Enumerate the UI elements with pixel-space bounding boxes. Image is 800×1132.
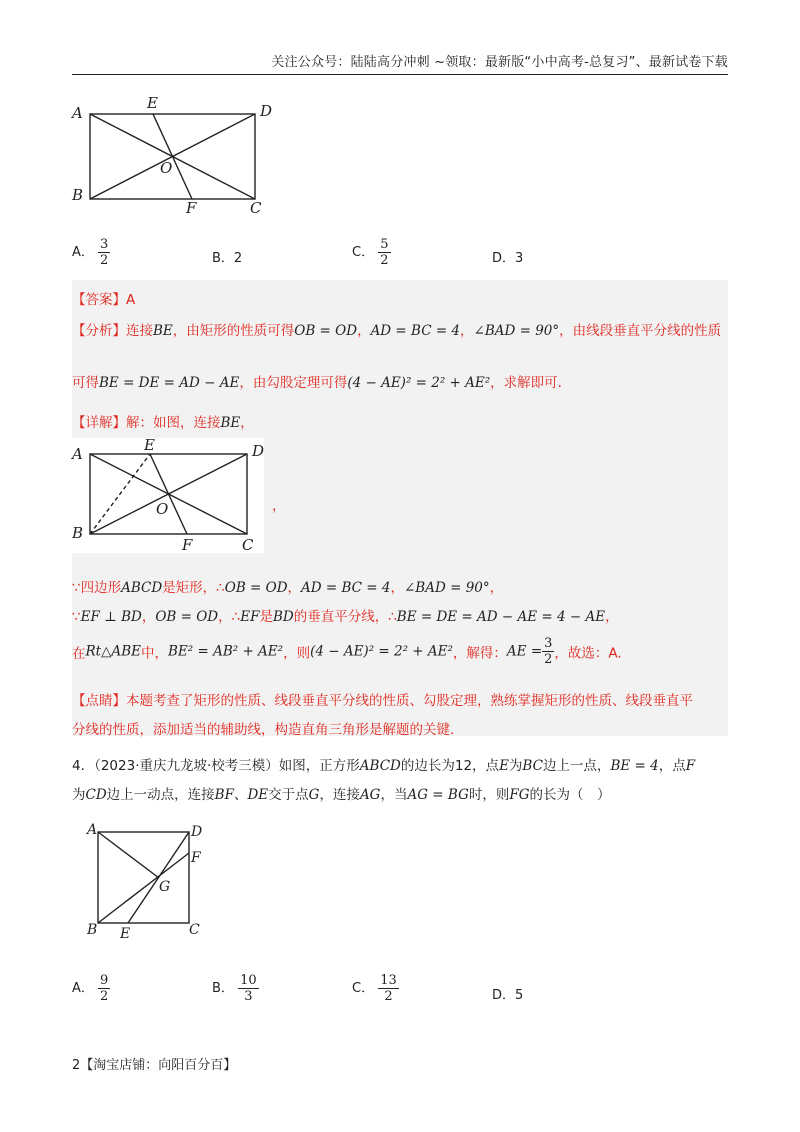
figure-rectangle-2 — [70, 436, 270, 556]
label-e: E — [120, 926, 131, 942]
detail-comma: ， — [272, 498, 286, 514]
figure-square — [84, 820, 214, 945]
option-c-1[interactable]: C． $\frac{5}{2}$ — [352, 237, 389, 268]
label-a: A — [72, 445, 83, 463]
label-e: E — [147, 96, 158, 112]
option-b-1[interactable]: B．2 — [212, 251, 243, 266]
page-footer: 2【淘宝店铺：向阳百分百】 — [72, 1058, 237, 1073]
fraction: $\frac{13}{2}$ — [380, 973, 397, 1004]
fraction: $\frac{5}{2}$ — [380, 237, 389, 268]
label-c: C — [250, 199, 262, 216]
dashed-be — [90, 454, 150, 534]
fraction: $\frac{3}{2}$ — [100, 237, 109, 268]
detail-line-2: ∵四边形ABCD是矩形，∴OB = OD，AD = BC = 4，∠BAD = 90°， — [72, 580, 504, 596]
label-b: B — [72, 524, 84, 542]
remark-line-1: 【点睛】本题考查了矩形的性质、线段垂直平分线的性质、勾股定理，熟练掌握矩形的性质、线段垂直平 — [72, 693, 693, 709]
remark-line-2: 分线的性质，添加适当的辅助线，构造直角三角形是解题的关键. — [72, 722, 455, 738]
question-4-line-1: 4．（2023·重庆九龙坡·校考三模）如图，正方形ABCD的边长为12，点E为BC边上一点，BE = 4，点F — [72, 758, 696, 774]
segment-ef — [153, 114, 192, 199]
label-c: C — [242, 536, 254, 554]
label-a: A — [72, 104, 83, 122]
option-d-1[interactable]: D．3 — [492, 251, 524, 266]
option-a-1[interactable]: A． $\frac{3}{2}$ — [72, 237, 109, 268]
label-b: B — [72, 186, 84, 204]
label-c: C — [189, 922, 200, 938]
label-f: F — [191, 850, 201, 866]
segment-bf — [98, 853, 189, 923]
option-b-4[interactable]: B． $\frac{10}{3}$ — [212, 973, 257, 1004]
label-f: F — [182, 536, 193, 554]
label-o: O — [156, 500, 169, 518]
label-d: D — [260, 102, 273, 120]
option-a-4[interactable]: A． $\frac{9}{2}$ — [72, 973, 109, 1004]
question-4-line-2: 为CD边上一动点，连接BF、DE交于点G，连接AG，当AG = BG时，则FG的长为（ ） — [72, 787, 611, 803]
page-header — [72, 52, 728, 75]
option-c-4[interactable]: C． $\frac{13}{2}$ — [352, 973, 397, 1004]
detail-line-1: 【详解】解：如图，连接BE， — [72, 415, 254, 431]
segment-ef-2 — [150, 454, 187, 534]
label-f: F — [186, 199, 197, 216]
figure-rectangle-1 — [70, 96, 280, 216]
analysis-line-2: 可得BE = DE = AD − AE，由勾股定理可得(4 − AE)² = 2² + AE²，求解即可. — [72, 375, 562, 391]
square-abcd — [98, 832, 189, 923]
label-o: O — [160, 159, 173, 177]
fraction: $\frac{10}{3}$ — [240, 973, 257, 1004]
segment-ed — [128, 832, 189, 923]
answer-line: 【答案】A — [72, 292, 136, 308]
label-d: D — [191, 824, 203, 840]
detail-line-4: 在Rt△ABE中，BE² = AB² + AE²，则(4 − AE)² = 2² + AE²，解得：AE = $\frac{3}{2}$ ，故选：A. — [72, 636, 622, 667]
label-d: D — [252, 442, 265, 460]
analysis-line-1: 【分析】连接BE，由矩形的性质可得OB = OD，AD = BC = 4，∠BAD = 90°，由线段垂直平分线的性质 — [72, 323, 722, 339]
option-d-4[interactable]: D．5 — [492, 988, 524, 1003]
segment-ag — [98, 832, 159, 878]
fraction: $\frac{3}{2}$ — [544, 636, 553, 667]
detail-line-3: ∵EF ⊥ BD，OB = OD，∴EF是BD的垂直平分线，∴BE = DE = AD − AE = 4 − AE， — [72, 609, 619, 625]
label-a: A — [87, 822, 98, 838]
label-e: E — [144, 436, 155, 454]
label-g: G — [159, 879, 171, 895]
header-text: 关注公众号：陆陆高分冲刺 ~领取：最新版“小中高考-总复习”、最新试卷下载 — [271, 55, 728, 70]
label-b: B — [87, 922, 98, 938]
fraction: $\frac{9}{2}$ — [100, 973, 109, 1004]
